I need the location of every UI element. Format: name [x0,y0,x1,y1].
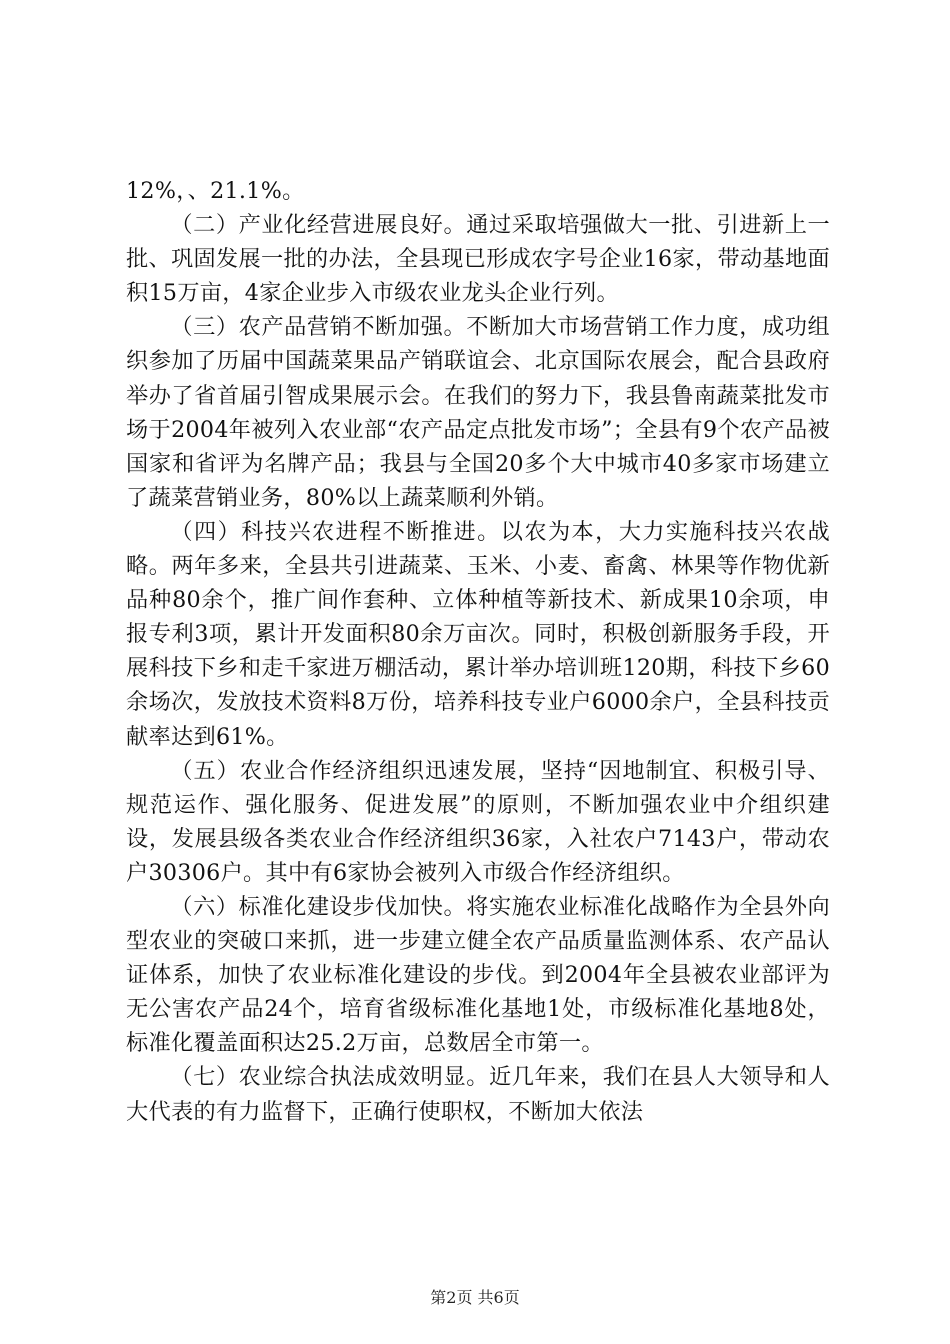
paragraph-marketing: （三）农产品营销不断加强。不断加大市场营销工作力度，成功组织参加了历届中国蔬菜果品产销联谊会、北京国际农展会，配合县政府举办了省首届引智成果展示会。在我们的努力下，我县鲁南蔬菜批发市场于2004年被列入农业部“农产品定点批发市场”；全县有9个农产品被国家和省评为名牌产品；我县与全国20多个大中城市40多家市场建立了蔬菜营销业务，80%以上蔬菜顺利外销。 [126,314,830,511]
paragraph-cooperatives: （五）农业合作经济组织迅速发展，坚持“因地制宜、积极引导、规范运作、强化服务、促进发展”的原则，不断加强农业中介组织建设，发展县级各类农业合作经济组织36家，入社农户7143户，带动农户30306户。其中有6家协会被列入市级合作经济组织。 [126,757,830,886]
paragraph-industrialization: （二）产业化经营进展良好。通过采取培强做大一批、引进新上一批、巩固发展一批的办法，全县现已形成农字号企业16家，带动基地面积15万亩，4家企业步入市级农业龙头企业行列。 [126,212,830,307]
document-body [126,174,830,1129]
paragraph-continuation: 12%，、21.1%。 [126,178,305,204]
paragraph-standardization: （六）标准化建设步伐加快。将实施农业标准化战略作为全县外向型农业的突破口来抓，进一步建立健全农产品质量监测体系、农产品认证体系，加快了农业标准化建设的步伐。到2004年全县被农业部评为无公害农产品24个，培育省级标准化基地1处，市级标准化基地8处，标准化覆盖面积达25.2万亩，总数居全市第一。 [126,893,830,1057]
page-footer [0,1288,950,1308]
paragraph-law-enforcement: （七）农业综合执法成效明显。近几年来，我们在县人大领导和人大代表的有力监督下，正确行使职权，不断加大依法 [126,1064,830,1125]
page-number-label: 第2页 共6页 [430,1288,520,1307]
paragraph-technology: （四）科技兴农进程不断推进。以农为本，大力实施科技兴农战略。两年多来，全县共引进蔬菜、玉米、小麦、畜禽、林果等作物优新品种80余个，推广间作套种、立体种植等新技术、新成果10余项，申报专利3项，累计开发面积80余万亩次。同时，积极创新服务手段，开展科技下乡和走千家进万棚活动，累计举办培训班120期，科技下乡60余场次，发放技术资料8万份，培养科技专业户6000余户，全县科技贡献率达到61%。 [126,518,830,750]
